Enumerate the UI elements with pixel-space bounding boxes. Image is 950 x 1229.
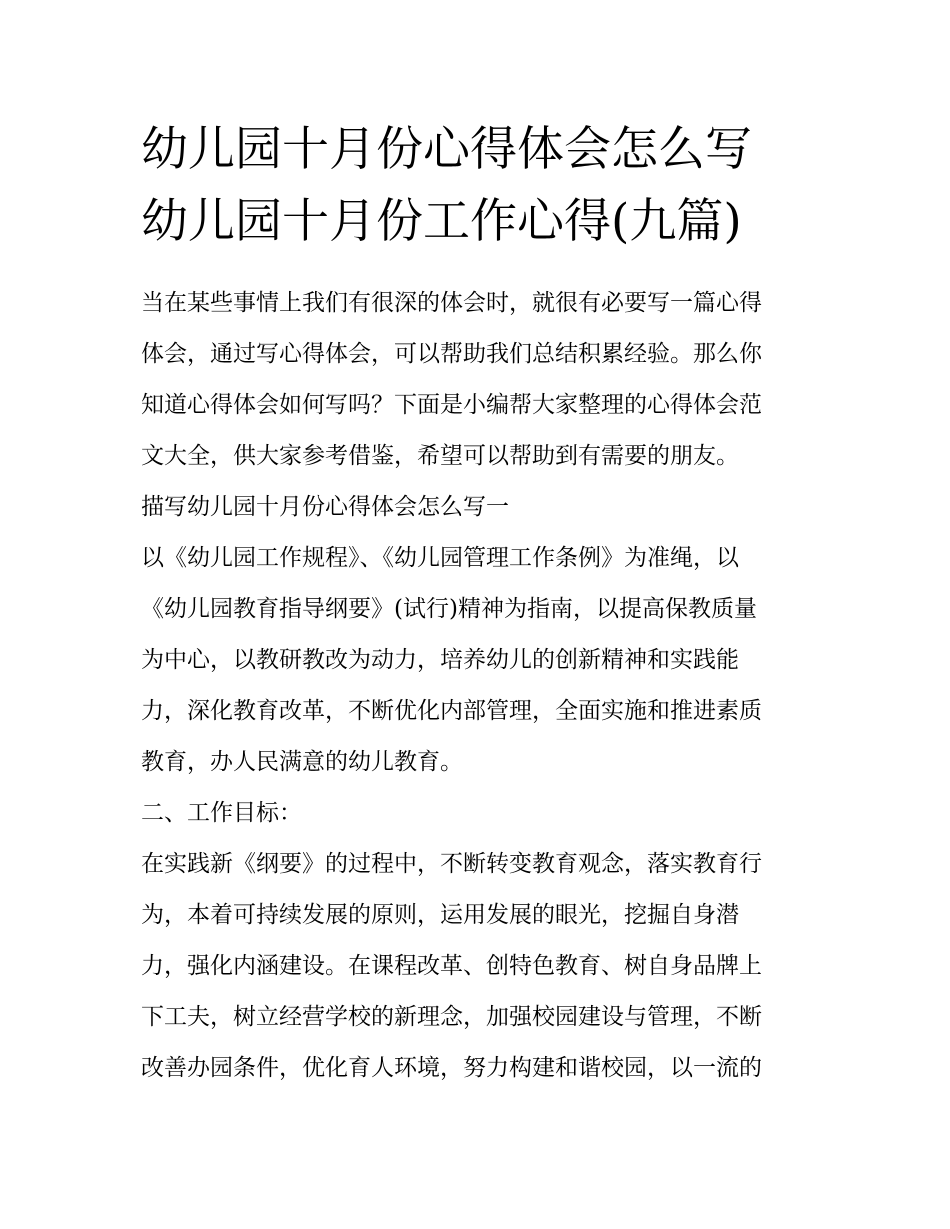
body-line: 教育，办人民满意的幼儿教育。 bbox=[141, 749, 463, 775]
body-line: 文大全，供大家参考借鉴，希望可以帮助到有需要的朋友。 bbox=[141, 443, 739, 469]
body-line: 下工夫，树立经营学校的新理念，加强校园建设与管理，不断 bbox=[141, 1004, 762, 1030]
body-line: 以《幼儿园工作规程》、《幼儿园管理工作条例》为准绳，以 bbox=[141, 545, 739, 571]
body-line: 当在某些事情上我们有很深的体会时，就很有必要写一篇心得 bbox=[141, 290, 762, 316]
document-body bbox=[141, 278, 813, 1094]
section-heading: 二、工作目标： bbox=[141, 800, 302, 826]
body-line: 力，强化内涵建设。在课程改革、创特色教育、树自身品牌上 bbox=[141, 953, 762, 979]
body-line: 在实践新《纲要》的过程中，不断转变教育观念，落实教育行 bbox=[141, 851, 762, 877]
body-line: 力，深化教育改革，不断优化内部管理，全面实施和推进素质 bbox=[141, 698, 762, 724]
body-line: 《幼儿园教育指导纲要》(试行)精神为指南，以提高保教质量 bbox=[141, 596, 757, 622]
body-line: 体会，通过写心得体会，可以帮助我们总结积累经验。那么你 bbox=[141, 341, 762, 367]
body-line: 为中心，以教研教改为动力，培养幼儿的创新精神和实践能 bbox=[141, 647, 739, 673]
body-line: 知道心得体会如何写吗？下面是小编帮大家整理的心得体会范 bbox=[141, 392, 762, 418]
document-title bbox=[141, 114, 841, 258]
title-line: 幼儿园十月份工作心得(九篇) bbox=[141, 194, 742, 249]
section-heading: 描写幼儿园十月份心得体会怎么写一 bbox=[141, 494, 509, 520]
body-line: 改善办园条件，优化育人环境，努力构建和谐校园，以一流的 bbox=[141, 1055, 762, 1081]
body-line: 为，本着可持续发展的原则，运用发展的眼光，挖掘自身潜 bbox=[141, 902, 739, 928]
title-line: 幼儿园十月份心得体会怎么写 bbox=[141, 122, 752, 177]
